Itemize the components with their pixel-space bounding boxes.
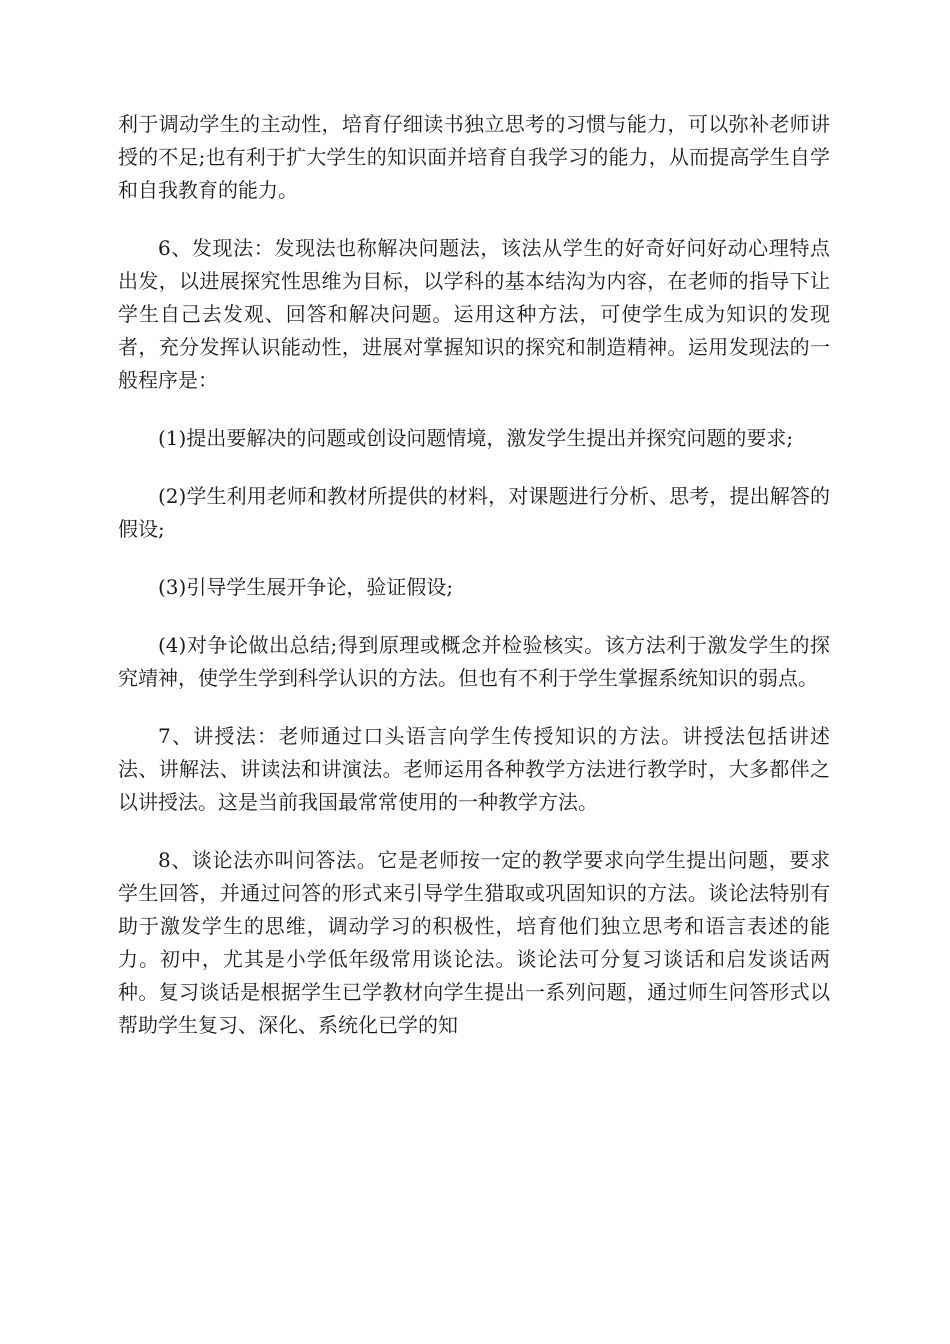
paragraph-lecture-method: 7、讲授法：老师通过口头语言向学生传授知识的方法。讲授法包括讲述法、讲解法、讲读法和讲演法。老师运用各种教学方法进行教学时，大多都伴之以讲授法。这是当前我国最常常使用的一种教学方法。 xyxy=(118,724,830,814)
paragraph-discovery-method: 6、发现法：发现法也称解决问题法，该法从学生的好奇好问好动心理特点出发，以进展探究性思维为目标，以学科的基本结沟为内容，在老师的指导下让学生自己去发观、回答和解决问题。运用这种方法，可使学生成为知识的发现者，充分发挥认识能动性，进展对掌握知识的探究和制造精神。运用发现法的一般程序是： xyxy=(118,236,830,392)
paragraph-step-3: (3)引导学生展开争论，验证假设; xyxy=(158,575,454,599)
paragraph-step-2: (2)学生利用老师和教材所提供的材料，对课题进行分析、思考，提出解答的假设; xyxy=(118,484,830,541)
paragraph-continuation: 利于调动学生的主动性，培育仔细读书独立思考的习惯与能力，可以弥补老师讲授的不足;也有利于扩大学生的知识面并培育自我学习的能力，从而提高学生自学和自我教育的能力。 xyxy=(118,112,830,202)
paragraph-step-4: (4)对争论做出总结;得到原理或概念并检验核实。该方法利于激发学生的探究靖神，使学生学到科学认识的方法。但也有不利于学生掌握系统知识的弱点。 xyxy=(118,633,830,690)
paragraph-step-1: (1)提出要解决的问题或创设问题情境，激发学生提出并探究问题的要求; xyxy=(158,426,794,450)
paragraph-discussion-method: 8、谈论法亦叫问答法。它是老师按一定的教学要求向学生提出问题，要求学生回答，并通过问答的形式来引导学生猎取或巩固知识的方法。谈论法特别有助于激发学生的思维，调动学习的积极性，培育他们独立思考和语言表述的能力。初中，尤其是小学低年级常用谈论法。谈论法可分复习谈话和启发谈话两种。复习谈话是根据学生已学教材向学生提出一系列问题，通过师生问答形式以帮助学生复习、深化、系统化已学的知 xyxy=(118,848,830,1037)
document-body xyxy=(118,108,830,1067)
